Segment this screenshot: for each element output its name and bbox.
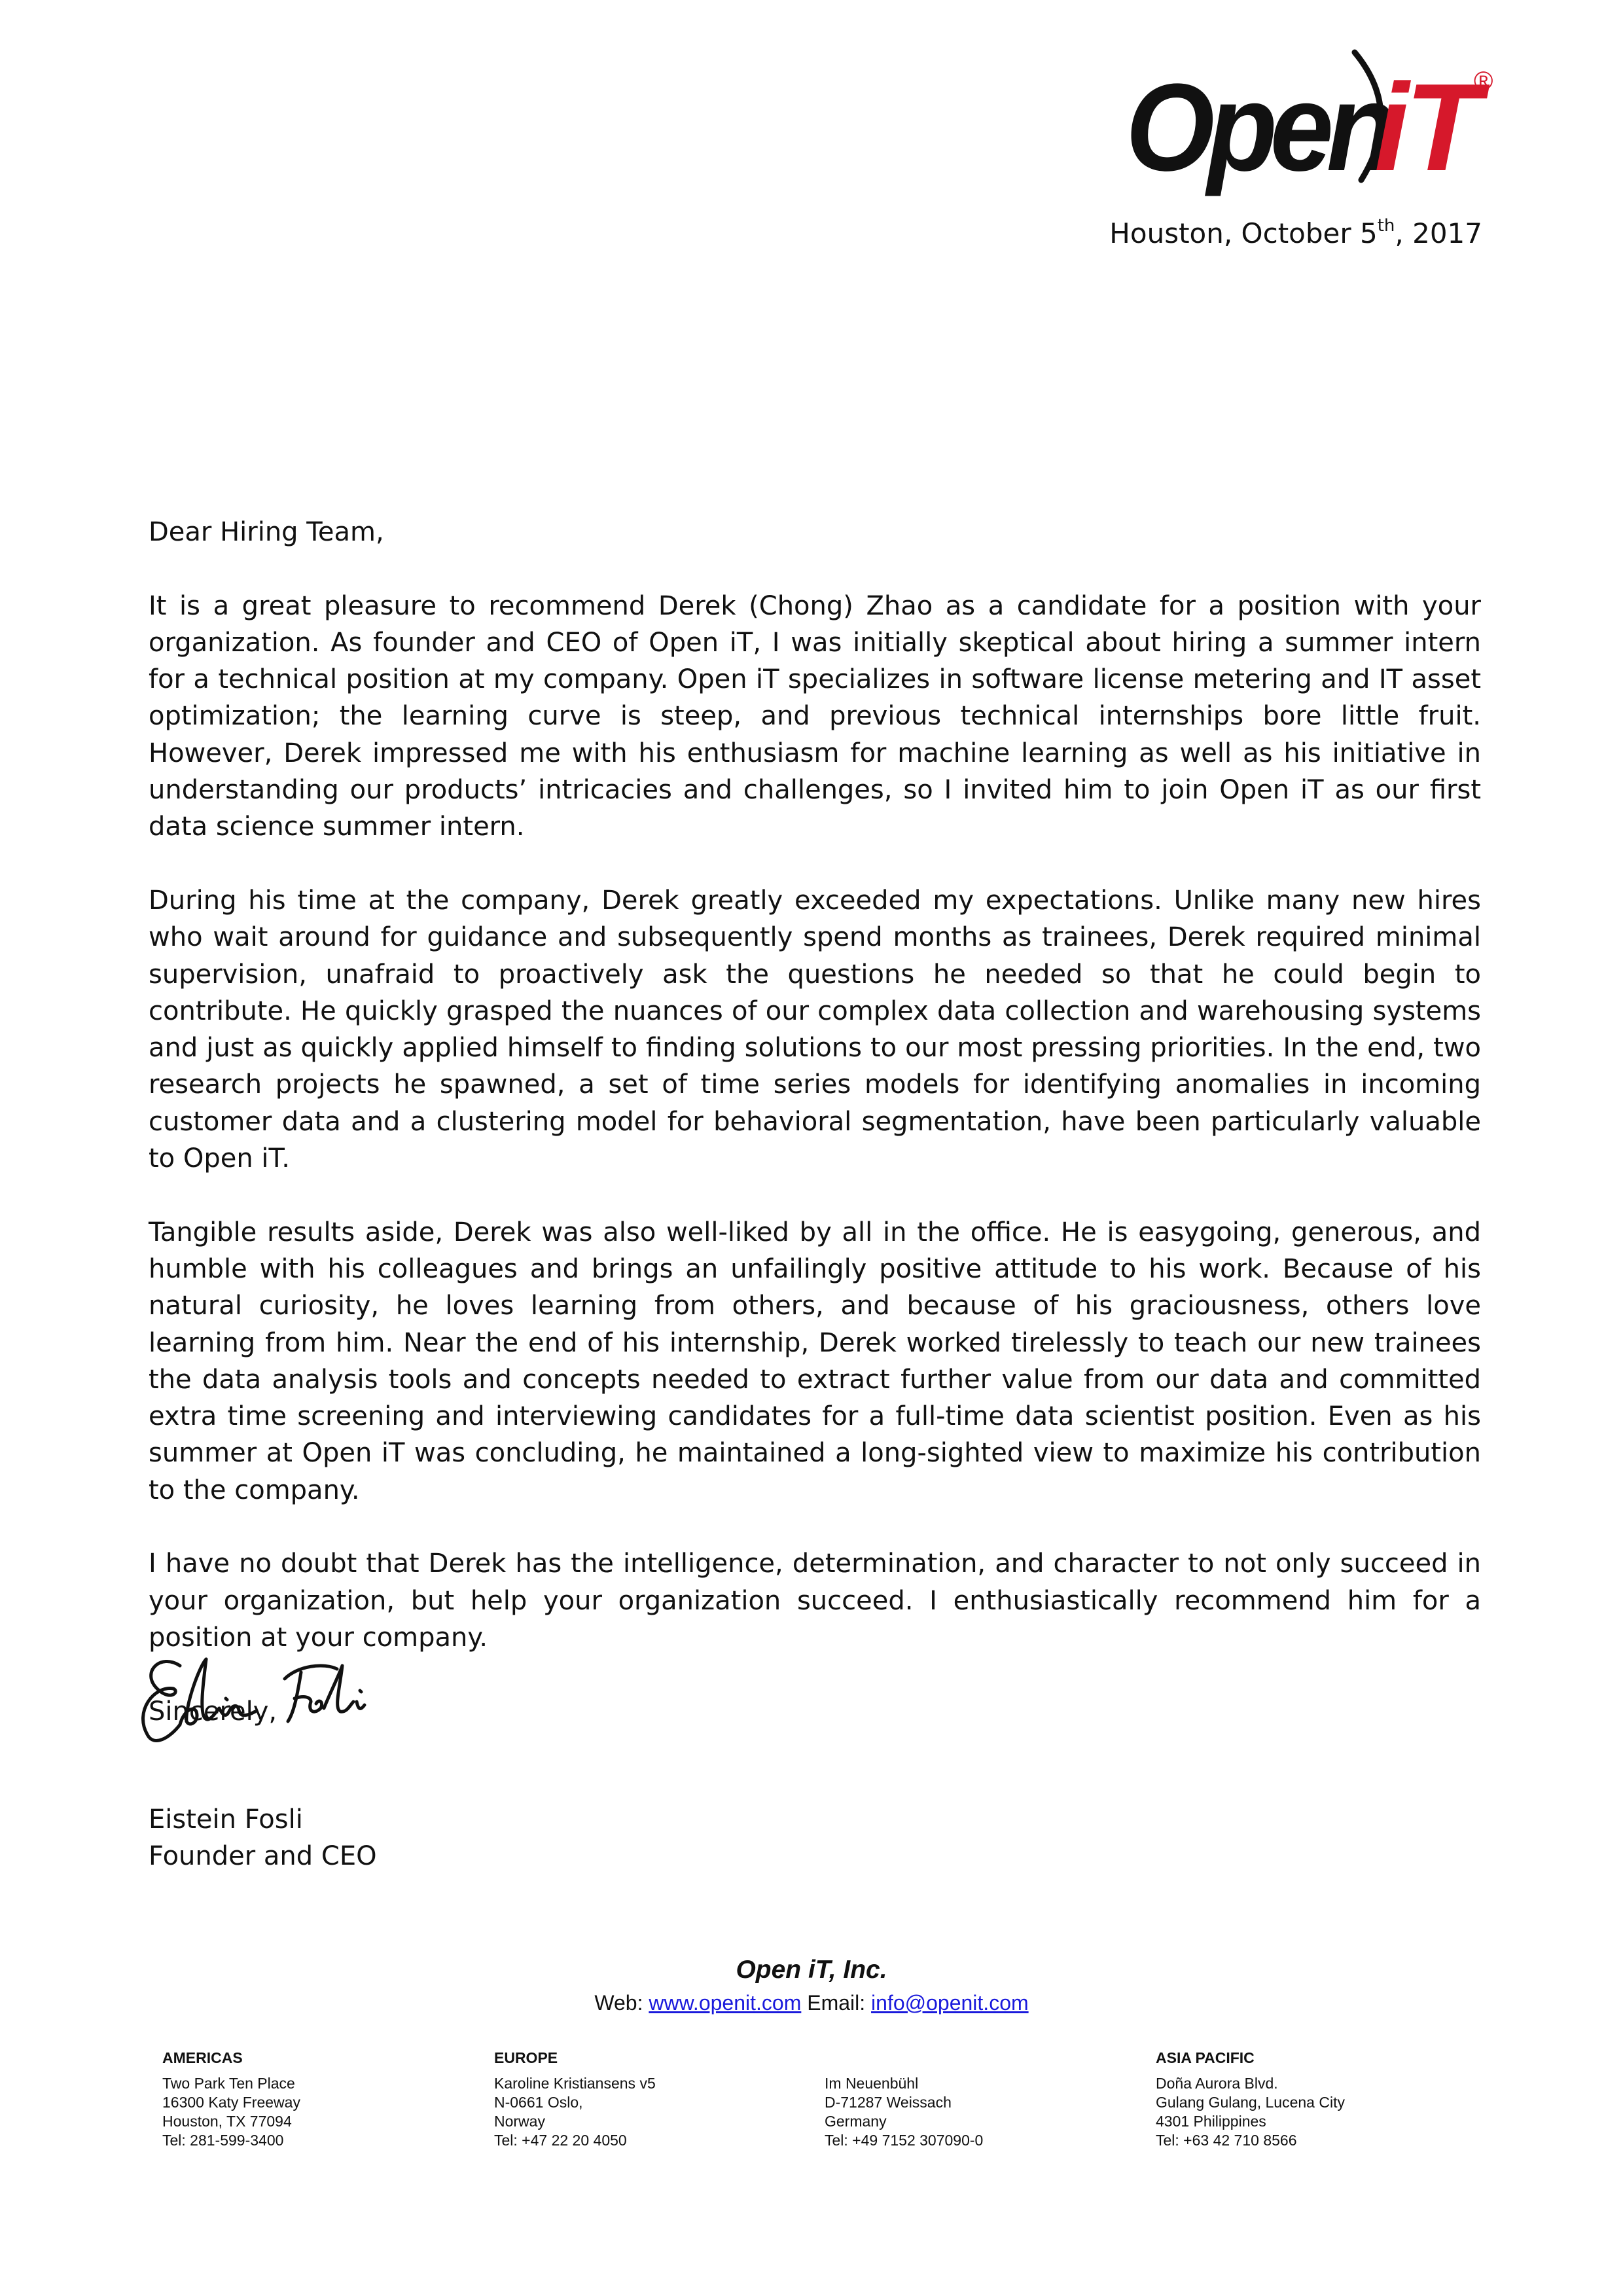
signer-title: Founder and CEO <box>149 1841 377 1872</box>
address-line: N-0661 Oslo, <box>494 2094 583 2111</box>
company-logo <box>1126 39 1518 197</box>
paragraph-4: I have no doubt that Derek has the intelligence, determination, and character to not only succeed in your organization, but help your organization succeed. I enthusiastically recommend him for a position at your company. <box>149 1549 1481 1653</box>
footer-company-name: Open iT, Inc. <box>736 1956 887 1984</box>
address-line: Germany <box>825 2113 887 2130</box>
address-line: Norway <box>494 2113 545 2130</box>
logo-text-it: iT <box>1374 58 1477 197</box>
address-line: Houston, TX 77094 <box>162 2113 292 2130</box>
logo-text-open: Open <box>1126 58 1389 197</box>
office-americas <box>162 2049 300 2150</box>
paragraph-2: During his time at the company, Derek greatly exceeded my expectations. Unlike many new hires who wait around for guidance and subsequently spend months as trainees, Derek required minimal supervision, unafraid to proactively ask the questions he needed so that he could begin to contribute. He quickly grasped the nuances of our complex data collection and warehousing systems and just as quickly applied himself to finding solutions to our most pressing priorities. In the end, two research projects he spawned, a set of time series models for identifying anomalies in incoming customer data and a clustering model for behavioral segmentation, have been particularly valuable to Open iT. <box>149 885 1481 1174</box>
salutation: Dear Hiring Team, <box>149 517 384 547</box>
address-line: Two Park Ten Place <box>162 2075 295 2092</box>
region-heading: EUROPE <box>494 2049 558 2066</box>
region-heading <box>825 2049 983 2068</box>
website-link[interactable]: www.openit.com <box>649 1991 802 2015</box>
office-europe-oslo <box>494 2049 656 2150</box>
email-link[interactable]: info@openit.com <box>871 1991 1029 2015</box>
date-suffix: , 2017 <box>1395 217 1482 249</box>
signer-block <box>149 1801 377 1875</box>
address-line: Doña Aurora Blvd. <box>1156 2075 1278 2092</box>
web-label: Web: <box>594 1991 649 2015</box>
handwritten-signature <box>134 1640 383 1764</box>
footer-contact <box>0 1991 1623 2015</box>
address-line: Gulang Gulang, Lucena City <box>1156 2094 1345 2111</box>
office-asia-pacific <box>1156 2049 1345 2150</box>
letter-body <box>149 514 1481 1767</box>
paragraph-1: It is a great pleasure to recommend Derek (Chong) Zhao as a candidate for a position with your organization. As founder and CEO of Open iT, I was initially skeptical about hiring a summer intern for a technical position at my company. Open iT specializes in software license metering and IT asset optimization; the learning curve is steep, and previous technical internships bore little fruit. However, Derek impressed me with his enthusiasm for machine learning as well as his initiative in understanding our products’ intricacies and challenges, so I invited him to join Open iT as our first data science summer intern. <box>149 590 1481 842</box>
region-heading: ASIA PACIFIC <box>1156 2049 1255 2066</box>
registered-mark: ® <box>1474 67 1493 96</box>
phone-line: Tel: +49 7152 307090-0 <box>825 2132 984 2149</box>
address-line: 4301 Philippines <box>1156 2113 1266 2130</box>
phone-line: Tel: 281-599-3400 <box>162 2132 284 2149</box>
phone-line: Tel: +47 22 20 4050 <box>494 2132 627 2149</box>
address-line: Karoline Kristiansens v5 <box>494 2075 656 2092</box>
paragraph-3: Tangible results aside, Derek was also well-liked by all in the office. He is easygoing, generous, and humble with his colleagues and brings an unfailingly positive attitude to his work. Because of his natural curiosity, he loves learning from others, and because of his graciousness, others love learning from him. Near the end of his internship, Derek worked tirelessly to teach our new trainees the data analysis tools and concepts needed to extract further value from our data and committed extra time screening and interviewing candidates for a full-time data scientist position. Even as his summer at Open iT was concluding, he maintained a long-sighted view to maximize his contribution to the company. <box>149 1217 1481 1505</box>
closing: Sincerely, <box>149 1696 277 1727</box>
date-prefix: Houston, October 5 <box>1109 217 1378 249</box>
letter-date <box>1109 217 1482 249</box>
office-europe-weissach <box>825 2049 983 2150</box>
phone-line: Tel: +63 42 710 8566 <box>1156 2132 1297 2149</box>
address-line: D-71287 Weissach <box>825 2094 952 2111</box>
address-line: 16300 Katy Freeway <box>162 2094 300 2111</box>
date-ordinal: th <box>1377 216 1395 236</box>
address-line: Im Neuenbühl <box>825 2075 919 2092</box>
signer-name: Eistein Fosli <box>149 1804 303 1835</box>
region-heading: AMERICAS <box>162 2049 243 2066</box>
email-label: Email: <box>801 1991 872 2015</box>
